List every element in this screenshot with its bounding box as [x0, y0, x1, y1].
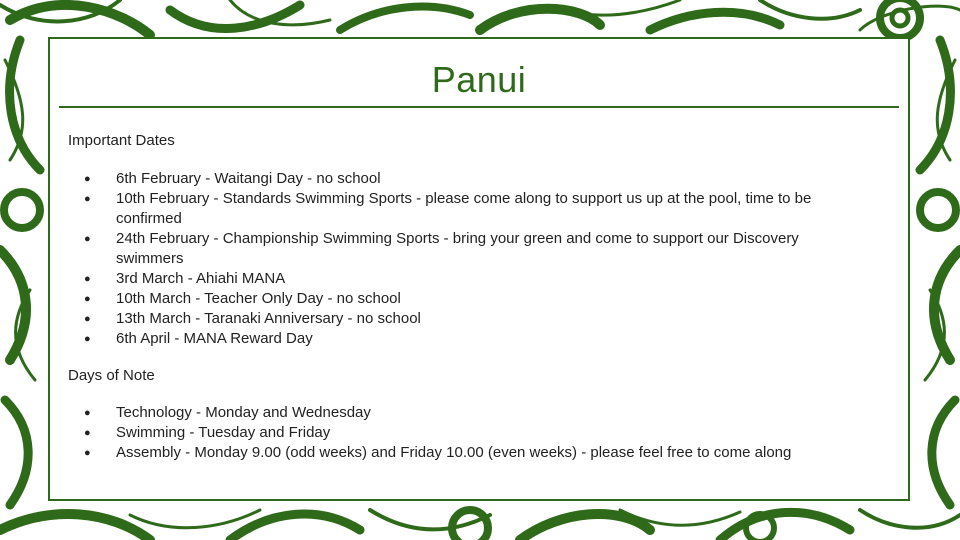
title-divider — [59, 106, 899, 108]
list-item: ● 3rd March - Ahiahi MANA — [68, 269, 868, 289]
slide-title: Panui — [431, 59, 527, 100]
list-item: ● Swimming - Tuesday and Friday — [68, 423, 868, 443]
list-item: ● 24th February - Championship Swimming Sports - bring your green and come to support our Discovery swimmers — [68, 229, 868, 269]
list-item: ● Technology - Monday and Wednesday — [68, 403, 868, 423]
content-card — [48, 37, 910, 501]
days-of-note-list — [68, 403, 868, 463]
important-dates-list — [68, 169, 868, 349]
list-item: ● 6th February - Waitangi Day - no school — [68, 169, 868, 189]
important-dates-heading: Important Dates — [68, 132, 175, 149]
list-item: ● 6th April - MANA Reward Day — [68, 329, 868, 349]
list-item: ● 10th February - Standards Swimming Sports - please come along to support us up at the pool, time to be confirmed — [68, 189, 868, 229]
list-item: ● Assembly - Monday 9.00 (odd weeks) and Friday 10.00 (even weeks) - please feel free to come along — [68, 443, 868, 463]
days-of-note-heading: Days of Note — [68, 367, 155, 384]
list-item: ● 13th March - Taranaki Anniversary - no school — [68, 309, 868, 329]
list-item: ● 10th March - Teacher Only Day - no school — [68, 289, 868, 309]
